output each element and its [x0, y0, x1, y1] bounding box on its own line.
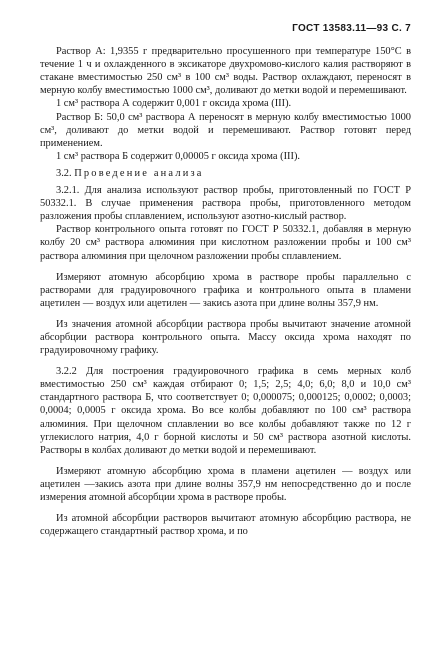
paragraph-solution-a: Раствор А: 1,9355 г предварительно просушенного при температуре 150°С в течение 1 ч и охлажденного в эксикаторе двухромово-кислого калия растворяют в стакане вместимостью 250 см³ в 100 см³ воды. Раствор охлаждают, переносят в мерную колбу вместимостью 1000 см³, доливают до метки водой и перемешивают. — [40, 46, 411, 97]
paragraph-subtract-blank: Из атомной абсорбции растворов вычитают атомную абсорбцию раствора, не содержащего стандартный раствор хрома, и по — [40, 513, 411, 538]
page-header: ГОСТ 13583.11—93 С. 7 — [292, 23, 411, 34]
section-heading — [40, 167, 411, 180]
paragraph-subtract-control: Из значения атомной абсорбции раствора пробы вычитают значение атомной абсорбции раствора контрольного опыта. Массу оксида хрома находят по градуировочному графику. — [40, 318, 411, 357]
paragraph-solution-a-content: 1 см³ раствора А содержит 0,001 г оксида хрома (III). — [56, 98, 292, 110]
paragraph-control-solution: Раствор контрольного опыта готовят по ГОСТ Р 50332.1, добавляя в мерную колбу 20 см³ раствора алюминия при кислотном разложении пробы и 100 см³ раствора алюминия при щелочном разложении пробы сплавлением. — [40, 224, 411, 262]
paragraph-solution-b-content: 1 см³ раствора Б содержит 0,00005 г оксида хрома (III). — [56, 150, 301, 162]
paragraph-3-2-2: 3.2.2 Для построения градуировочного графика в семь мерных колб вместимостью 250 см³ каждая отбирают 0; 1,5; 2,5; 4,0; 6,0; 8,0 и 10,0 см³ стандартного раствора Б, что соответствует 0; 0,000075; 0,000125; 0,0002; 0,0003; 0,0004; 0,0005 г оксида хрома. Во все колбы добавляют по 100 см³ раствора алюминия. При щелочном сплавлении во все колбы добавляют также по 12 г углекислого натрия, 4,0 г борной кислоты и 50 см³ раствора азотной кислоты. Растворы в колбах доливают до метки водой и перемешивают. — [40, 366, 411, 456]
section-title: Проведение анализа — [74, 167, 204, 179]
section-number: 3.2. — [56, 167, 72, 179]
paragraph-solution-b: Раствор Б: 50,0 см³ раствора А переносят в мерную колбу вместимостью 1000 см³, доливают до метки водой и перемешивают. Раствор готовят перед применением. — [40, 111, 411, 149]
paragraph-measure-absorption: Измеряют атомную абсорбцию хрома в растворе пробы параллельно с растворами для градуировочного графика и контрольного опыта в пламени ацетилен — воздух или ацетилен — закись азота при длине волны 357,9 нм. — [40, 271, 411, 309]
paragraph-3-2-1: 3.2.1. Для анализа используют раствор пробы, приготовленный по ГОСТ Р 50332.1. В случае применения раствора пробы, приготовленного методом разложения пробы сплавлением, используют азотно-кислый раствор. — [40, 185, 411, 223]
paragraph-measure-before-after: Измеряют атомную абсорбцию хрома в пламени ацетилен — воздух или ацетилен —закись азота при длине волны 357,9 нм непосредственно до и после измерения атомной абсорбции хрома в растворе пробы. — [40, 465, 411, 503]
